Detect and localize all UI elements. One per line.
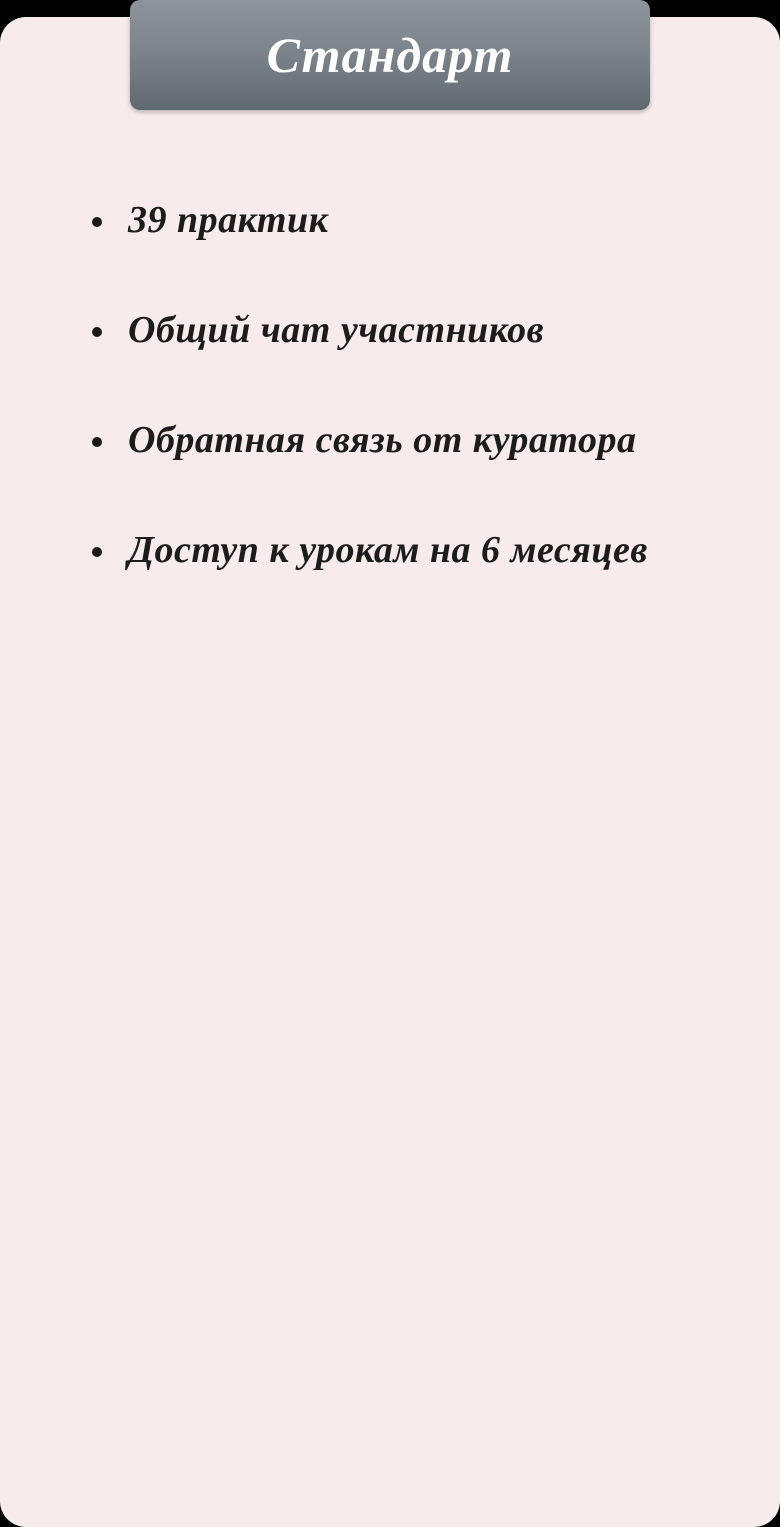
bullet-icon — [92, 217, 102, 227]
pricing-card — [0, 17, 780, 1527]
plan-tab[interactable] — [130, 0, 650, 110]
feature-label: 39 практик — [128, 199, 329, 241]
page-title: Стандарт — [266, 27, 514, 83]
feature-list — [0, 197, 780, 637]
list-item — [0, 307, 780, 361]
bullet-icon — [92, 547, 102, 557]
feature-label: Доступ к урокам на 6 месяцев — [128, 529, 648, 571]
list-item — [0, 417, 780, 471]
feature-label: Общий чат участников — [128, 309, 545, 351]
list-item — [0, 527, 780, 581]
bullet-icon — [92, 437, 102, 447]
list-item — [0, 197, 780, 251]
bullet-icon — [92, 327, 102, 337]
feature-label: Обратная связь от куратора — [128, 419, 637, 461]
